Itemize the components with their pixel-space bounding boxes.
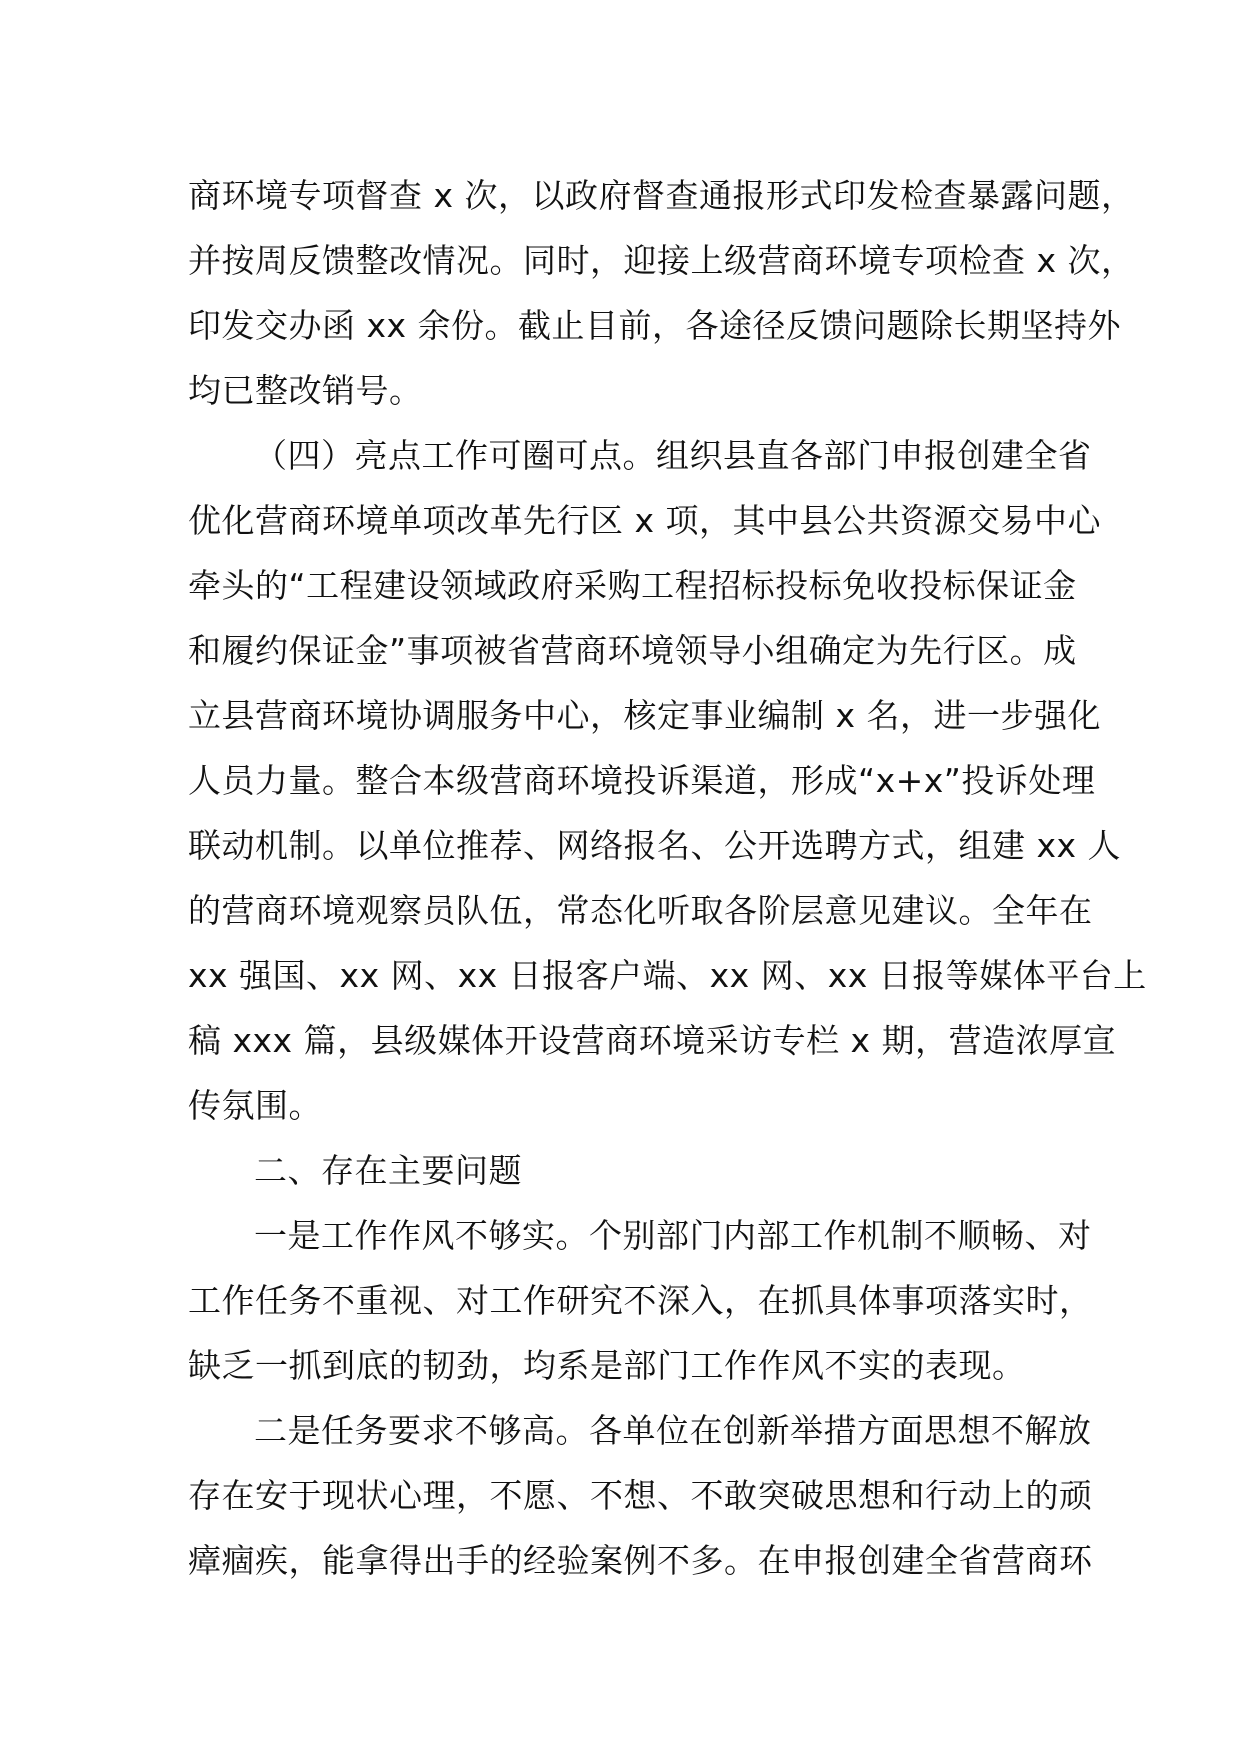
text-line: 一是工作作风不够实。个别部门内部工作机制不顺畅、对 bbox=[254, 1216, 1092, 1255]
text-line: 工作任务不重视、对工作研究不深入，在抓具体事项落实时， bbox=[188, 1281, 1093, 1320]
text-line: 的营商环境观察员队伍，常态化听取各阶层意见建议。全年在 bbox=[188, 891, 1093, 930]
text-line: 稿 xxx 篇，县级媒体开设营商环境采访专栏 x 期，营造浓厚宣 bbox=[188, 1021, 1117, 1060]
text-line: 二是任务要求不够高。各单位在创新举措方面思想不解放 bbox=[254, 1411, 1092, 1450]
text-line: 立县营商环境协调服务中心，核定事业编制 x 名，进一步强化 bbox=[188, 696, 1102, 735]
text-line: 联动机制。以单位推荐、网络报名、公开选聘方式，组建 xx 人 bbox=[188, 826, 1122, 865]
text-line: 存在安于现状心理，不愿、不想、不敢突破思想和行动上的顽 bbox=[188, 1476, 1093, 1515]
text-line: 牵头的“工程建设领域政府采购工程招标投标免收投标保证金 bbox=[188, 566, 1077, 605]
text-line: 瘴痼疾，能拿得出手的经验案例不多。在申报创建全省营商环 bbox=[188, 1541, 1093, 1580]
section-heading: 二、存在主要问题 bbox=[254, 1151, 522, 1190]
text-line: 商环境专项督查 x 次，以政府督查通报形式印发检查暴露问题， bbox=[188, 176, 1135, 215]
text-line: 并按周反馈整改情况。同时，迎接上级营商环境专项检查 x 次， bbox=[188, 241, 1135, 280]
text-line: 传氛围。 bbox=[188, 1086, 322, 1125]
text-line: 人员力量。整合本级营商环境投诉渠道，形成“x+x”投诉处理 bbox=[188, 761, 1096, 800]
body-text bbox=[188, 163, 1147, 1593]
section-heading-line: （四）亮点工作可圈可点。组织县直各部门申报创建全省 bbox=[254, 436, 1092, 475]
text-line: 均已整改销号。 bbox=[188, 371, 423, 410]
text-line: xx 强国、xx 网、xx 日报客户端、xx 网、xx 日报等媒体平台上 bbox=[188, 956, 1147, 995]
text-line: 印发交办函 xx 余份。截止目前，各途径反馈问题除长期坚持外 bbox=[188, 306, 1122, 345]
text-line: 和履约保证金”事项被省营商环境领导小组确定为先行区。成 bbox=[188, 631, 1077, 670]
text-line: 优化营商环境单项改革先行区 x 项，其中县公共资源交易中心 bbox=[188, 501, 1102, 540]
text-line: 缺乏一抓到底的韧劲，均系是部门工作作风不实的表现。 bbox=[188, 1346, 1026, 1385]
